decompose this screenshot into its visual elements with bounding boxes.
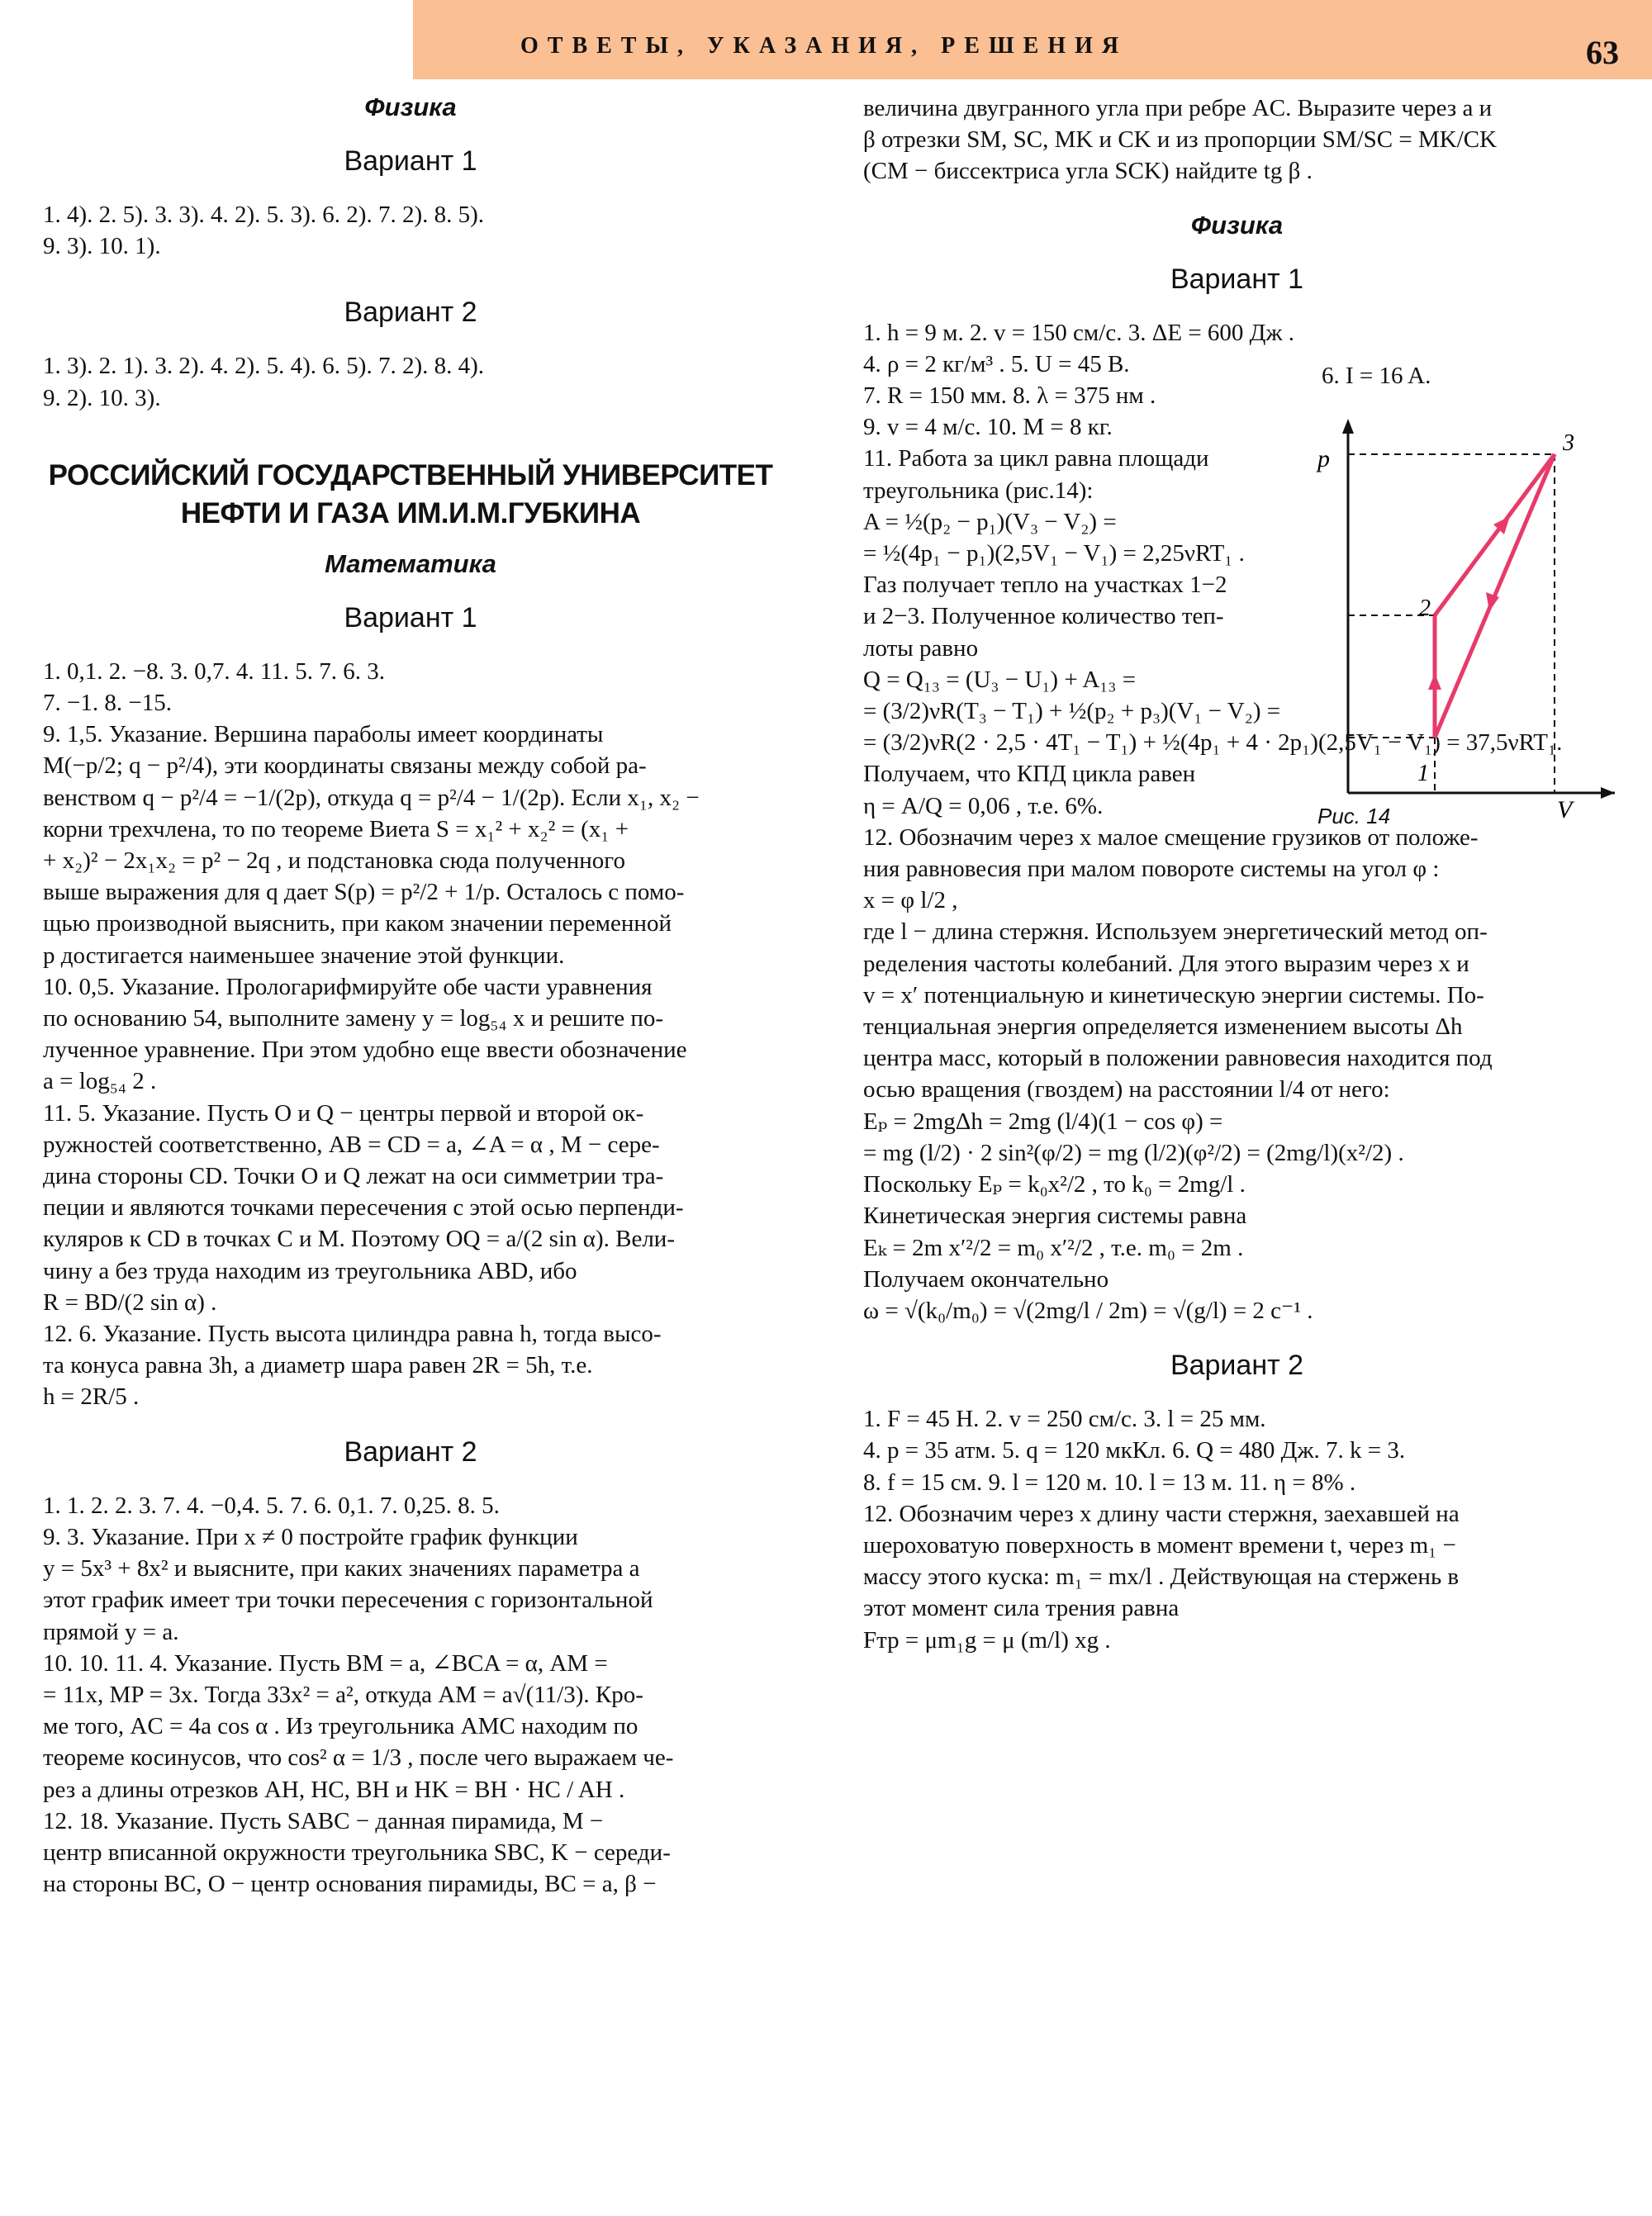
text-line: 7. −1. 8. −15. — [43, 690, 172, 717]
text-line: 9. 3. Указание. При x ≠ 0 постройте график функции — [43, 1523, 578, 1550]
text-line: и 2−3. Полученное количество теп- — [863, 603, 1224, 630]
text-line: 1. 0,1. 2. −8. 3. 0,7. 4. 11. 5. 7. 6. 3. — [43, 657, 386, 685]
text-line: η = A/Q = 0,06 , т.е. 6%. — [863, 792, 1104, 819]
text-line: ме того, AC = 4a cos α . Из треугольника AMC находим по — [43, 1713, 638, 1740]
text-line: = 11x, MP = 3x. Тогда 33x² = a², откуда AM = a√(11/3). Кро- — [43, 1681, 643, 1708]
text-line: Получаем, что КПД цикла равен — [863, 761, 1196, 788]
text-line: та конуса равна 3h, а диаметр шара равен 2R = 5h, т.е. — [43, 1352, 593, 1379]
point-label-3: 3 — [1563, 430, 1574, 456]
text-line: Поскольку Eₚ = k₀x²/2 , то k₀ = 2mg/l . — [863, 1171, 1246, 1198]
direction-arrows — [1428, 516, 1510, 690]
math-variant2-text — [43, 1490, 778, 1900]
text-line: ределения частоты колебаний. Для этого выразим через x и — [863, 950, 1469, 977]
text-line: 7. R = 150 мм. 8. λ = 375 нм . — [863, 382, 1156, 410]
text-line: Fтр = μm₁g = μ (m/l) xg . — [863, 1626, 1111, 1654]
answer-line: 9. 3). 10. 1). — [43, 233, 161, 260]
text-line: куляров к CD в точках C и M. Поэтому OQ = a/(2 sin α). Вели- — [43, 1226, 675, 1253]
arrow-up-icon — [1428, 673, 1441, 690]
text-line: = (3/2)νR(2 · 2,5 · 4T₁ − T₁) + ½(4p₁ + 4 · 2p₁)(2,5V₁ − V₁) = 37,5νRT₁. — [863, 729, 1563, 757]
text-line: центр вписанной окружности треугольника SBC, K − середи- — [43, 1839, 671, 1866]
text-line: 12. Обозначим через x длину части стержня, заехавшей на — [863, 1500, 1460, 1527]
right-physics-heading: Физика — [1190, 210, 1284, 240]
math-variant1-heading: Вариант 1 — [344, 601, 477, 633]
text-line: 12. Обозначим через x малое смещение грузиков от положе- — [863, 823, 1479, 851]
text-line: y = 5x³ + 8x² и выясните, при каких значениях параметра a — [43, 1555, 640, 1583]
axis-label-p: p — [1317, 445, 1330, 472]
page-number: 63 — [1586, 34, 1619, 71]
text-line: пеции и являются точками пересечения с этой осью перпенди- — [43, 1194, 684, 1222]
text-line: рез a длины отрезков AH, HC, BH и HK = BH · HC / AH . — [43, 1776, 625, 1803]
text-line: 1. h = 9 м. 2. v = 150 см/с. 3. ΔE = 600 Дж . — [863, 319, 1294, 346]
variant1-heading: Вариант 1 — [344, 145, 477, 177]
math-variant1-text — [43, 656, 778, 1413]
text-line: v = x′ потенциальную и кинетическую энергии системы. По- — [863, 981, 1484, 1008]
text-line: массу этого куска: m₁ = mx/l . Действующая на стержень в — [863, 1564, 1460, 1591]
text-line: этот момент сила трения равна — [863, 1595, 1180, 1622]
physics-heading: Физика — [364, 93, 457, 121]
text-line: величина двугранного угла при ребре AC. Выразите через a и — [863, 95, 1493, 121]
text-line: β отрезки SM, SC, MK и CK и из пропорции SM/SC = MK/CK — [863, 126, 1498, 154]
text-line: A = ½(p₂ − p₁)(V₃ − V₂) = — [863, 508, 1117, 535]
answer-line: 1. 3). 2. 1). 3. 2). 4. 2). 5. 4). 6. 5). 7. 2). 8. 4). — [43, 353, 485, 380]
text-line: лоты равно — [863, 634, 979, 662]
text-line: = mg (l/2) · 2 sin²(φ/2) = mg (l/2)(φ²/2) = (2mg/l)(x²/2) . — [863, 1139, 1404, 1166]
text-line: h = 2R/5 . — [43, 1383, 140, 1411]
text-line: 9. 1,5. Указание. Вершина параболы имеет координаты — [43, 721, 604, 748]
point-label-1: 1 — [1417, 761, 1429, 786]
text-line: + x₂)² − 2x₁x₂ = p² − 2q , и подстановка сюда полученного — [43, 847, 625, 875]
text-line: 8. f = 15 см. 9. l = 120 м. 10. l = 13 м. 11. η = 8% . — [863, 1469, 1356, 1496]
text-line: осью вращения (гвоздем) на расстоянии l/4 от него: — [863, 1076, 1390, 1103]
left-column — [43, 93, 778, 1900]
solution-intro — [863, 93, 1611, 187]
text-line: щью производной выяснить, при каком значении переменной — [43, 910, 672, 937]
figure-caption: Рис. 14 — [1317, 804, 1391, 828]
text-line: Получаем окончательно — [863, 1265, 1109, 1293]
pv-diagram — [1297, 417, 1619, 847]
text-line: лученное уравнение. При этом удобно еще ввести обозначение — [43, 1037, 687, 1064]
axis-label-v: V — [1557, 796, 1573, 823]
text-line: тенциальная энергия определяется изменением высоты Δh — [863, 1013, 1463, 1041]
text-line: 11. 5. Указание. Пусть O и Q − центры первой и второй ок- — [43, 1099, 644, 1127]
text-line: Eₚ = 2mgΔh = 2mg (l/4)(1 − cos φ) = — [863, 1108, 1223, 1135]
text-line: ружностей соответственно, AB = CD = a, ∠A = α , M − сере- — [43, 1131, 660, 1158]
text-line: где l − длина стержня. Используем энергетический метод оп- — [863, 918, 1488, 946]
text-line: M(−p/2; q − p²/4), эти координаты связаны между собой ра- — [43, 752, 647, 780]
text-line: венством q − p²/4 = −1/(2p), откуда q = p²/4 − 1/(2p). Если x₁, x₂ − — [43, 784, 700, 811]
text-line: дина стороны CD. Точки O и Q лежат на оси симметрии тра- — [43, 1163, 664, 1190]
university-line: НЕФТИ И ГАЗА ИМ.И.М.ГУБКИНА — [180, 496, 641, 529]
running-header: ОТВЕТЫ, УКАЗАНИЯ, РЕШЕНИЯ — [520, 33, 1128, 59]
right-variant2-heading: Вариант 2 — [1170, 1350, 1304, 1382]
text-line: 12. 6. Указание. Пусть высота цилиндра равна h, тогда высо- — [43, 1321, 662, 1348]
text-line: по основанию 54, выполните замену y = log₅₄ x и решите по- — [43, 1005, 664, 1032]
text-line: центра масс, который в положении равновесия находится под — [863, 1045, 1493, 1072]
text-line: 11. Работа за цикл равна площади — [863, 445, 1209, 472]
text-line: p достигается наименьшее значение этой функции. — [43, 942, 565, 969]
variant2-heading: Вариант 2 — [344, 297, 477, 329]
answer-line: 1. 4). 2. 5). 3. 3). 4. 2). 5. 3). 6. 2). 7. 2). 8. 5). — [43, 202, 485, 228]
text-line: выше выражения для q дает S(p) = p²/2 + 1/p. Осталось с помо- — [43, 879, 685, 906]
v-arrow-icon — [1601, 787, 1615, 799]
text-line: 12. 18. Указание. Пусть SABC − данная пирамида, M − — [43, 1807, 604, 1834]
university-line: РОССИЙСКИЙ ГОСУДАРСТВЕННЫЙ УНИВЕРСИТЕТ — [48, 458, 773, 491]
text-line: ния равновесия при малом повороте системы на угол φ : — [863, 856, 1440, 883]
math-heading: Математика — [325, 548, 496, 578]
text-line: 10. 10. 11. 4. Указание. Пусть BM = a, ∠BCA = α, AM = — [43, 1649, 608, 1677]
text-line: = (3/2)νR(T₃ − T₁) + ½(p₂ + p₃)(V₁ − V₂) = — [863, 698, 1281, 725]
text-line: Газ получает тепло на участках 1−2 — [863, 572, 1227, 599]
right-column — [863, 93, 1611, 1656]
text-line: на стороны BC, O − центр основания пирамиды, BC = a, β − — [43, 1871, 657, 1898]
text-line: 4. ρ = 2 кг/м³ . 5. U = 45 В. — [863, 350, 1130, 377]
university-heading — [43, 457, 778, 533]
text-line: Eₖ = 2m x′²/2 = m₀ x′²/2 , т.е. m₀ = 2m . — [863, 1234, 1244, 1261]
point-label-2: 2 — [1419, 596, 1431, 621]
text-line: 1. F = 45 Н. 2. v = 250 см/с. 3. l = 25 мм. — [863, 1406, 1266, 1433]
math-variant2-heading: Вариант 2 — [344, 1435, 477, 1468]
answer-item-6: 6. I = 16 A. — [1322, 363, 1431, 389]
text-line: этот график имеет три точки пересечения с горизонтальной — [43, 1587, 653, 1614]
right-variant1-heading: Вариант 1 — [1170, 263, 1304, 295]
text-line: 9. v = 4 м/с. 10. M = 8 кг. — [863, 414, 1113, 441]
physics-variant2-text — [863, 1403, 1611, 1656]
text-line: прямой y = a. — [43, 1618, 179, 1645]
text-line: 10. 0,5. Указание. Прологарифмируйте обе части уравнения — [43, 973, 653, 1000]
text-line: a = log₅₄ 2 . — [43, 1068, 157, 1095]
text-line: (CM − биссектриса угла SCK) найдите tg β . — [863, 158, 1313, 185]
text-line: Кинетическая энергия системы равна — [863, 1203, 1247, 1230]
answer-line: 9. 2). 10. 3). — [43, 384, 161, 411]
text-line: теореме косинусов, что cos² α = 1/3 , после чего выражаем че- — [43, 1744, 674, 1772]
text-line: треугольника (рис.14): — [863, 477, 1094, 504]
text-line: 4. p = 35 атм. 5. q = 120 мкКл. 6. Q = 480 Дж. 7. k = 3. — [863, 1437, 1406, 1464]
text-line: 1. 1. 2. 2. 3. 7. 4. −0,4. 5. 7. 6. 0,1. 7. 0,25. 8. 5. — [43, 1492, 500, 1519]
p-arrow-icon — [1342, 419, 1354, 434]
text-line: R = BD/(2 sin α) . — [43, 1288, 217, 1316]
text-line: x = φ l/2 , — [863, 887, 958, 914]
guide-lines — [1348, 454, 1555, 793]
text-line: корни трехчлена, то по теореме Виета S = x₁² + x₂² = (x₁ + — [43, 815, 629, 842]
text-line: чину a без труда находим из треугольника ABD, ибо — [43, 1257, 577, 1284]
text-line: шероховатую поверхность в момент времени t, через m₁ − — [863, 1531, 1456, 1559]
text-line: ω = √(k₀/m₀) = √(2mg/l / 2m) = √(g/l) = 2 с⁻¹ . — [863, 1297, 1313, 1324]
text-line: Q = Q₁₃ = (U₃ − U₁) + A₁₃ = — [863, 666, 1137, 693]
text-line: = ½(4p₁ − p₁)(2,5V₁ − V₁) = 2,25νRT₁ . — [863, 540, 1245, 567]
